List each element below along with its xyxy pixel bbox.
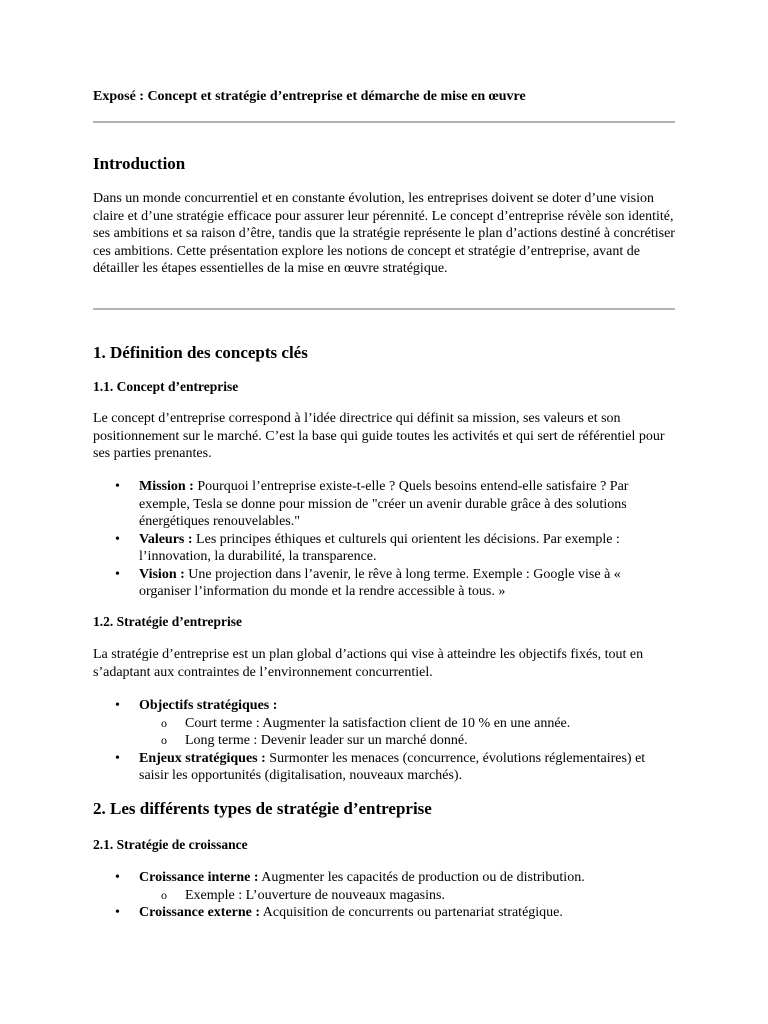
section1-2-heading: 1.2. Stratégie d’entreprise xyxy=(93,614,242,629)
section1-2-paragraph: La stratégie d’entreprise est un plan global d’actions qui vise à atteindre les objectifs fixés, tout en s’adaptant aux contraintes de l’environnement concurrentiel. xyxy=(93,647,644,680)
horizontal-rule xyxy=(93,308,675,310)
item-text: Acquisition de concurrents ou partenariat stratégique. xyxy=(260,905,563,920)
item-term: Croissance externe : xyxy=(139,905,261,920)
intro-heading: Introduction xyxy=(93,154,186,173)
strategy-list xyxy=(93,697,673,785)
sublist-item: o Court terme : Augmenter la satisfaction client de 10 % en une année. xyxy=(139,715,673,733)
document-title: Exposé : Concept et stratégie d’entreprise et démarche de mise en œuvre xyxy=(93,89,526,104)
sublist-item: o Exemple : L’ouverture de nouveaux magasins. xyxy=(139,887,673,905)
sublist-item: o Long terme : Devenir leader sur un marché donné. xyxy=(139,732,673,750)
concept-list xyxy=(93,478,673,601)
list-item-enjeux xyxy=(93,750,673,785)
item-text: Surmonter les menaces (concurrence, évolutions réglementaires) et saisir les opportunités (digitalisation, nouveaux marchés). xyxy=(139,750,646,783)
section2-1-heading: 2.1. Stratégie de croissance xyxy=(93,837,248,852)
intro-paragraph: Dans un monde concurrentiel et en constante évolution, les entreprises doivent se doter d’une vision claire et d’une stratégie efficace pour assurer leur pérennité. Le concept d’entreprise révèle son identité, ses ambitions et sa raison d’être, tandis que la stratégie représente le plan d’actions destiné à concrétiser ces ambitions. Cette présentation explore les notions de concept et stratégie d’entreprise, avant de détailler les étapes essentielles de la mise en œuvre stratégique. xyxy=(93,191,675,276)
growth-list xyxy=(93,869,673,922)
horizontal-rule xyxy=(93,121,675,123)
list-item-vision xyxy=(93,566,673,601)
list-item-croissance-externe xyxy=(93,904,673,922)
section1-1-heading: 1.1. Concept d’entreprise xyxy=(93,379,239,394)
item-term: Objectifs stratégiques : xyxy=(139,698,278,713)
item-text: Une projection dans l’avenir, le rêve à long terme. Exemple : Google vise à « organiser l’information du monde et la rendre accessible à tous. » xyxy=(139,566,621,599)
item-term: Vision : xyxy=(139,566,185,582)
section1-1-paragraph: Le concept d’entreprise correspond à l’idée directrice qui définit sa mission, ses valeurs et son positionnement sur le marché. C’est la base qui guide toutes les activités et qui sert de référentiel pour ses parties prenantes. xyxy=(93,411,665,461)
item-term: Mission : xyxy=(139,479,194,494)
section2-heading: 2. Les différents types de stratégie d’entreprise xyxy=(93,799,432,818)
list-item-mission xyxy=(93,478,673,531)
item-text: Pourquoi l’entreprise existe-t-elle ? Quels besoins entend-elle satisfaire ? Par exemple, Tesla se donne pour mission de "créer un avenir durable grâce à des solutions énergétiques renouvelables." xyxy=(139,479,629,529)
item-term: Croissance interne : xyxy=(139,870,259,885)
section1-heading: 1. Définition des concepts clés xyxy=(93,343,308,362)
item-term: Valeurs : xyxy=(139,531,193,547)
item-text: Augmenter les capacités de production ou de distribution. xyxy=(258,870,585,885)
objectifs-sublist xyxy=(139,715,673,750)
list-item-objectifs xyxy=(93,697,673,750)
croissance-interne-sublist xyxy=(139,887,673,905)
item-text: Les principes éthiques et culturels qui orientent les décisions. Par exemple : l’innovation, la durabilité, la transparence. xyxy=(139,531,620,564)
list-item-croissance-interne xyxy=(93,869,673,904)
item-term: Enjeux stratégiques : xyxy=(139,750,266,766)
list-item-valeurs xyxy=(93,531,673,566)
